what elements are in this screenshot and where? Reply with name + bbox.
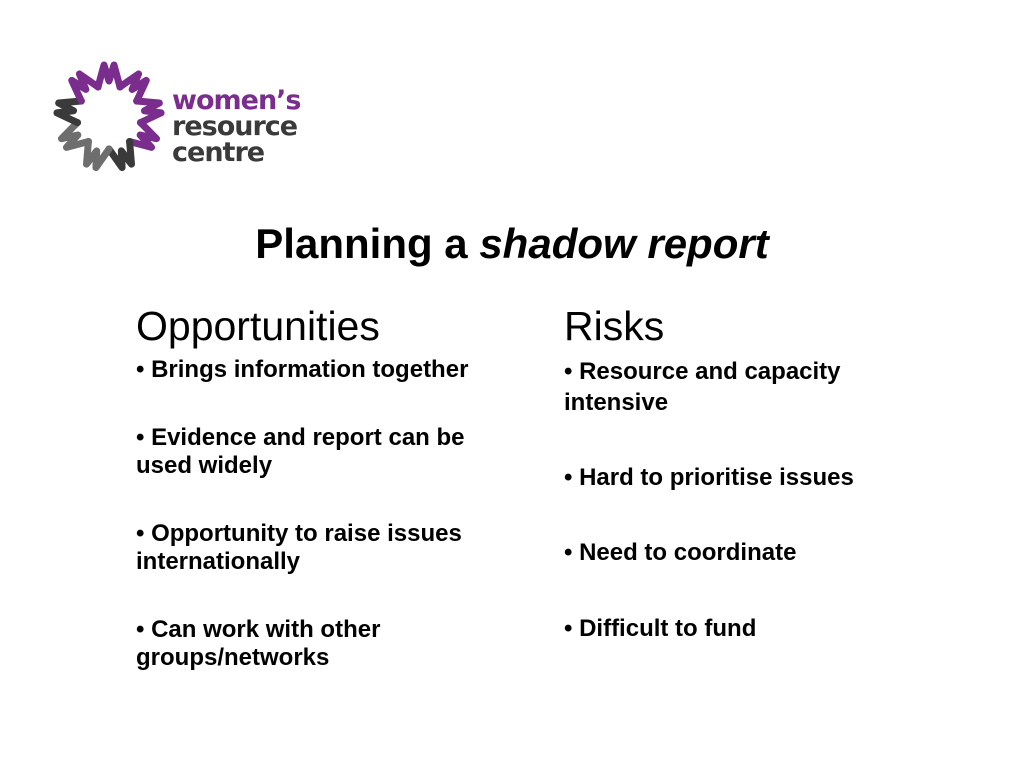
opportunities-list: [136, 356, 476, 672]
logo-word-womens: women’s: [172, 85, 301, 116]
womens-resource-centre-logo: [50, 58, 320, 176]
slide-title: [0, 220, 1024, 268]
opportunities-heading: Opportunities: [136, 303, 380, 349]
logo-wordmark: [172, 85, 301, 168]
opportunities-column: [136, 300, 476, 712]
logo-word-centre: centre: [172, 137, 265, 168]
title-prefix: Planning a: [255, 220, 480, 267]
opportunity-item: • Opportunity to raise issues internationally: [136, 520, 462, 575]
opportunity-item: • Brings information together: [136, 356, 469, 383]
risk-item: • Resource and capacity intensive: [564, 358, 841, 416]
risk-item: • Hard to prioritise issues: [564, 464, 854, 491]
risks-list: [564, 356, 924, 644]
title-emphasis: shadow report: [479, 220, 769, 267]
opportunity-item: • Evidence and report can be used widely: [136, 424, 465, 479]
risk-item: • Difficult to fund: [564, 615, 757, 642]
opportunity-item: • Can work with other groups/networks: [136, 616, 381, 671]
logo-ring-icon: [50, 58, 168, 176]
risk-item: • Need to coordinate: [564, 539, 797, 566]
risks-heading: Risks: [564, 303, 665, 349]
logo-word-resource: resource: [172, 111, 298, 142]
risks-column: [564, 300, 924, 688]
